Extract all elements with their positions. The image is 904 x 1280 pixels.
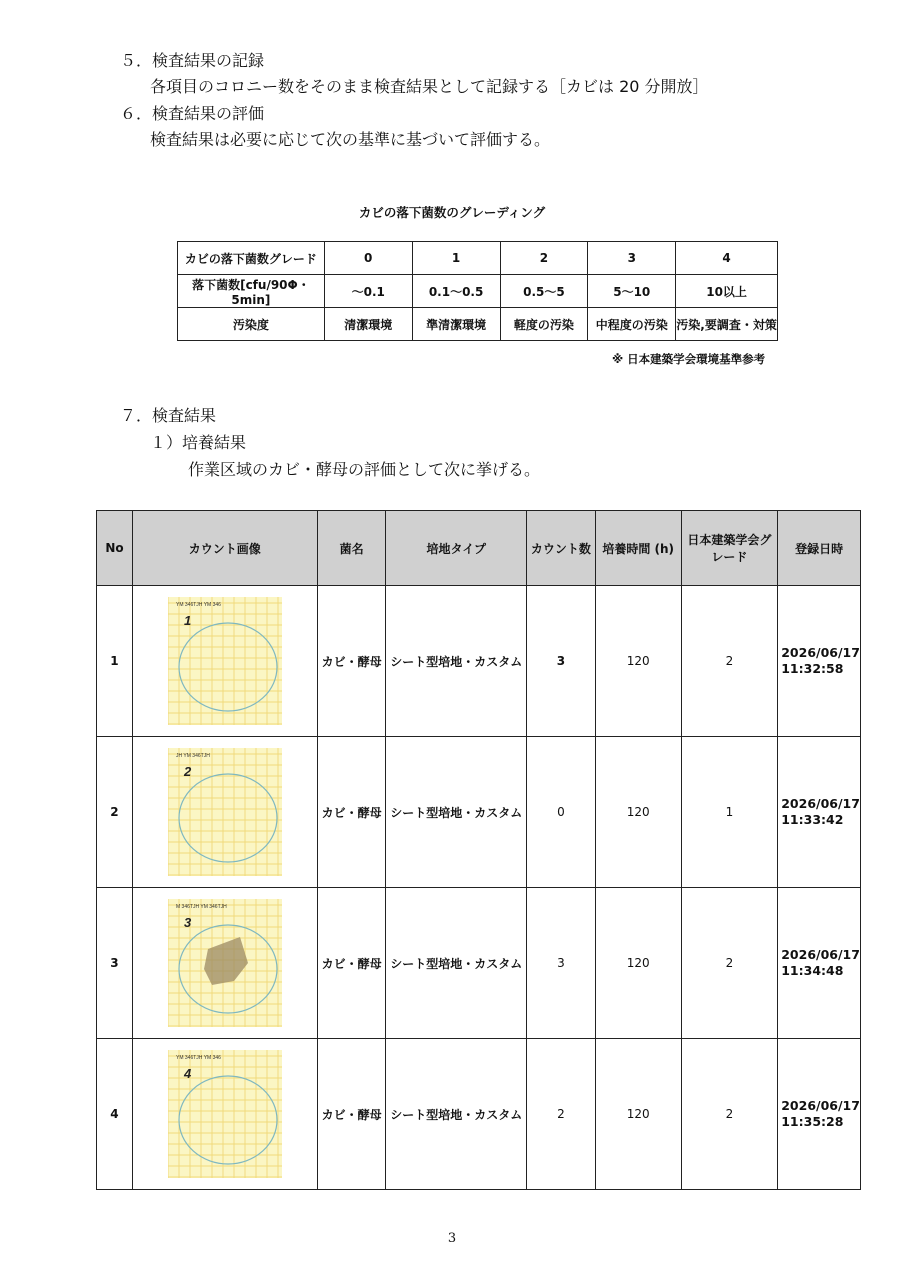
- culture-hours: 120: [595, 888, 681, 1039]
- section-5-text: 各項目のコロニー数をそのまま検査結果として記録する［カビは 20 分開放］: [150, 77, 709, 96]
- plate-handwritten-number: 4: [183, 1066, 192, 1081]
- aij-grade: 2: [681, 888, 778, 1039]
- results-header-cell: カウント画像: [132, 511, 317, 586]
- grading-row-label: カビの落下菌数グレード: [178, 242, 325, 275]
- medium-type: シート型培地・カスタム: [386, 737, 527, 888]
- table-row: [97, 1039, 861, 1190]
- grading-cell: 0: [324, 242, 412, 275]
- grading-row-label: 汚染度: [178, 308, 325, 341]
- grading-cell: 4: [676, 242, 778, 275]
- culture-plate-image: [168, 899, 282, 1027]
- medium-type: シート型培地・カスタム: [386, 1039, 527, 1190]
- grading-cell: 清潔環境: [324, 308, 412, 341]
- fungus-name: カビ・酵母: [317, 737, 386, 888]
- grading-cell: ～0.1: [324, 275, 412, 308]
- registered-time: 11:34:48: [781, 963, 844, 978]
- culture-plate-image: [168, 748, 282, 876]
- grading-cell: 2: [500, 242, 588, 275]
- grading-title: カビの落下菌数のグレーディング: [358, 205, 546, 220]
- colony-count: 3: [527, 888, 596, 1039]
- grading-cell: 1: [412, 242, 500, 275]
- registered-datetime: [778, 586, 861, 737]
- grading-row: [178, 308, 778, 341]
- table-row: [97, 737, 861, 888]
- section-7-text: 作業区域のカビ・酵母の評価として次に挙げる。: [188, 460, 541, 479]
- grading-row-label: 落下菌数[cfu/90Φ・5min]: [178, 275, 325, 308]
- count-image-cell: [132, 888, 317, 1039]
- table-row: [97, 888, 861, 1039]
- registered-time: 11:33:42: [781, 812, 844, 827]
- culture-plate-image: [168, 597, 282, 725]
- section-5-heading: ５．検査結果の記録: [120, 51, 265, 70]
- results-header-cell: 培地タイプ: [386, 511, 527, 586]
- grading-cell: 軽度の汚染: [500, 308, 588, 341]
- colony-count: 2: [527, 1039, 596, 1190]
- grading-row: [178, 275, 778, 308]
- plate-handwritten-number: 3: [183, 915, 192, 930]
- grading-cell: 準清潔環境: [412, 308, 500, 341]
- grading-cell: 10以上: [676, 275, 778, 308]
- results-header-cell: No: [97, 511, 133, 586]
- registered-time: 11:32:58: [781, 661, 844, 676]
- fungus-name: カビ・酵母: [317, 586, 386, 737]
- count-image-cell: [132, 737, 317, 888]
- row-no: 1: [97, 586, 133, 737]
- grading-cell: 汚染,要調査・対策: [676, 308, 778, 341]
- plate-handwritten-number: 1: [183, 613, 192, 628]
- row-no: 4: [97, 1039, 133, 1190]
- grading-note: ※ 日本建築学会環境基準参考: [612, 352, 766, 366]
- medium-type: シート型培地・カスタム: [386, 888, 527, 1039]
- section-6-heading: ６．検査結果の評価: [120, 104, 265, 123]
- results-header-cell: カウント数: [527, 511, 596, 586]
- grading-cell: 5～10: [588, 275, 676, 308]
- row-no: 2: [97, 737, 133, 888]
- colony-count: 0: [527, 737, 596, 888]
- results-header-cell: 培養時間 (h): [595, 511, 681, 586]
- registered-datetime: [778, 737, 861, 888]
- registered-time: 11:35:28: [781, 1114, 844, 1129]
- plate-header-text: M 346TJH YM 346TJH: [175, 904, 227, 910]
- culture-hours: 120: [595, 586, 681, 737]
- row-no: 3: [97, 888, 133, 1039]
- registered-date: 2026/06/17: [781, 947, 860, 962]
- table-row: [97, 586, 861, 737]
- registered-date: 2026/06/17: [781, 1098, 860, 1113]
- aij-grade: 2: [681, 1039, 778, 1190]
- fungus-name: カビ・酵母: [317, 888, 386, 1039]
- plate-header-text: YM 346TJH YM 346: [175, 1055, 221, 1061]
- culture-hours: 120: [595, 737, 681, 888]
- registered-date: 2026/06/17: [781, 645, 860, 660]
- grading-row: [178, 242, 778, 275]
- fungus-name: カビ・酵母: [317, 1039, 386, 1190]
- results-header-cell: 日本建築学会グレード: [681, 511, 778, 586]
- registered-datetime: [778, 888, 861, 1039]
- grading-cell: 3: [588, 242, 676, 275]
- page-number: 3: [447, 1231, 457, 1246]
- count-image-cell: [132, 1039, 317, 1190]
- plate-handwritten-number: 2: [183, 764, 192, 779]
- aij-grade: 1: [681, 737, 778, 888]
- results-header-cell: 菌名: [317, 511, 386, 586]
- grading-cell: 0.1～0.5: [412, 275, 500, 308]
- plate-header-text: JH YM 346TJH: [175, 753, 210, 759]
- culture-plate-image: [168, 1050, 282, 1178]
- grading-cell: 中程度の汚染: [588, 308, 676, 341]
- grading-cell: 0.5～5: [500, 275, 588, 308]
- plate-header-text: YM 346TJH YM 346: [175, 602, 221, 608]
- medium-type: シート型培地・カスタム: [386, 586, 527, 737]
- section-7-subheading: １）培養結果: [150, 433, 247, 452]
- results-table: [96, 510, 861, 1190]
- culture-hours: 120: [595, 1039, 681, 1190]
- section-7-heading: ７．検査結果: [120, 406, 217, 425]
- grading-table: [177, 241, 778, 341]
- colony-count: 3: [527, 586, 596, 737]
- registered-datetime: [778, 1039, 861, 1190]
- results-header-cell: 登録日時: [778, 511, 861, 586]
- aij-grade: 2: [681, 586, 778, 737]
- count-image-cell: [132, 586, 317, 737]
- registered-date: 2026/06/17: [781, 796, 860, 811]
- section-6-text: 検査結果は必要に応じて次の基準に基づいて評価する。: [150, 130, 551, 149]
